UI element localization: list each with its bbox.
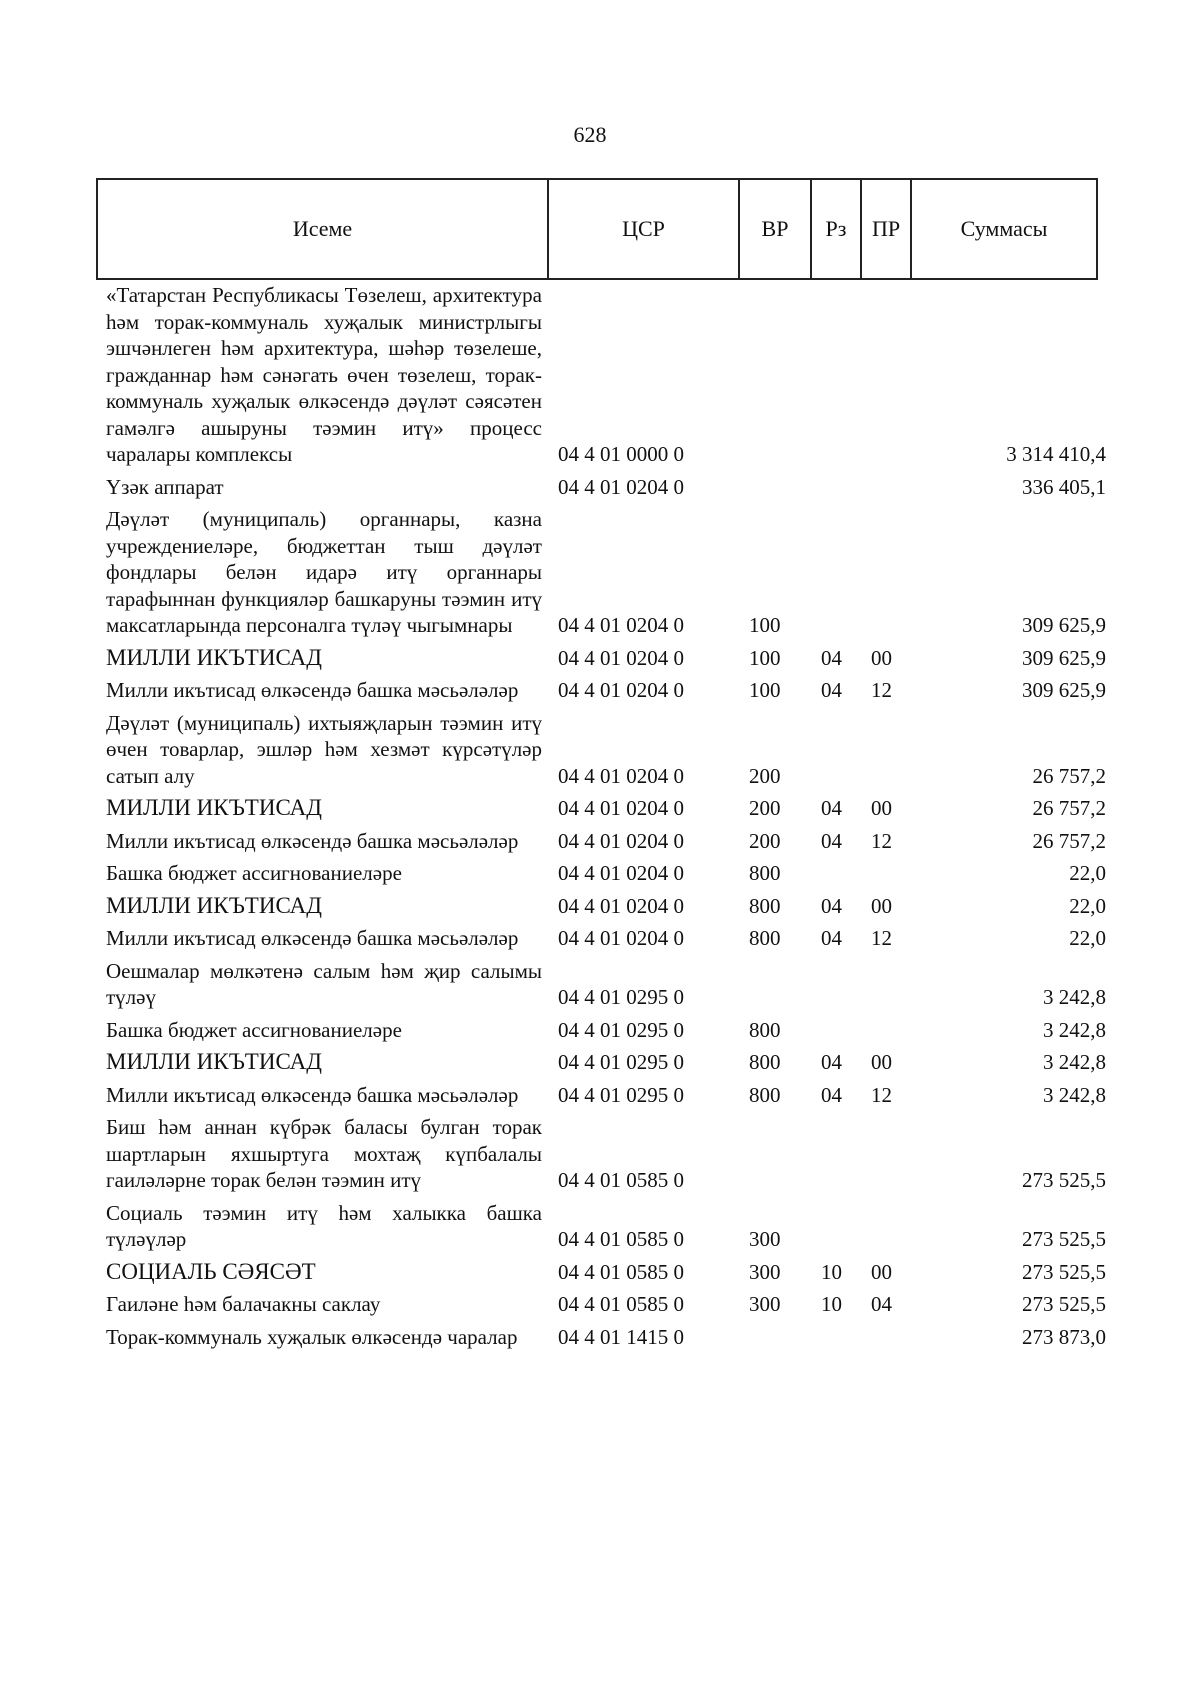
- row-name: Милли икътисад өлкәсендә башка мәсьәләләр: [106, 828, 519, 853]
- row-csr: 04 4 01 0204 0: [558, 926, 684, 950]
- row-name: Оешмалар мөлкәтенә салым һәм җир салымы түләү: [106, 958, 542, 1009]
- row-pr: 04: [871, 1292, 892, 1316]
- row-sum: 273 525,5: [1022, 1168, 1106, 1192]
- row-name: МИЛЛИ ИКЪТИСАД: [106, 1049, 322, 1074]
- table-row: [106, 828, 1106, 855]
- row-csr: 04 4 01 0204 0: [558, 763, 684, 788]
- row-sum: 22,0: [1069, 926, 1106, 950]
- header-csr: ЦСР: [548, 179, 739, 279]
- row-sum: 336 405,1: [1022, 474, 1106, 499]
- row-csr: 04 4 01 0204 0: [558, 893, 684, 918]
- header-sum: Суммасы: [911, 179, 1097, 279]
- row-pr: 00: [871, 645, 892, 670]
- row-name: Милли икътисад өлкәсендә башка мәсьәләләр: [106, 678, 519, 702]
- row-sum: 22,0: [1069, 861, 1106, 885]
- row-name: Гаиләне һәм балачакны саклау: [106, 1292, 381, 1316]
- table-body: [106, 282, 1106, 1356]
- table-row: [106, 710, 1106, 790]
- table-row: [106, 893, 1106, 920]
- row-csr: 04 4 01 0204 0: [558, 678, 684, 702]
- table-row: [106, 795, 1106, 822]
- row-sum: 3 242,8: [1043, 1082, 1106, 1107]
- row-csr: 04 4 01 0204 0: [558, 796, 684, 820]
- header-vr: ВР: [739, 179, 811, 279]
- row-name: МИЛЛИ ИКЪТИСАД: [106, 795, 322, 820]
- row-vr: 100: [749, 678, 781, 702]
- row-sum: 3 242,8: [1043, 1050, 1106, 1074]
- row-rz: 04: [821, 1082, 842, 1107]
- row-csr: 04 4 01 0204 0: [558, 861, 684, 885]
- row-vr: 100: [749, 645, 781, 670]
- table-row: [106, 1200, 1106, 1253]
- row-sum: 309 625,9: [1022, 645, 1106, 670]
- row-sum: 273 525,5: [1022, 1227, 1106, 1251]
- table-row: [106, 1324, 1106, 1351]
- table-row: [106, 860, 1106, 887]
- header-name: Исеме: [97, 179, 548, 279]
- table-row: [106, 645, 1106, 672]
- row-name: Социаль тәэмин итү һәм халыкка башка түләүләр: [106, 1200, 542, 1251]
- row-rz: 10: [821, 1292, 842, 1316]
- row-pr: 12: [871, 678, 892, 702]
- table-row: [106, 506, 1106, 639]
- row-csr: 04 4 01 0295 0: [558, 1082, 684, 1107]
- row-vr: 800: [749, 861, 781, 885]
- row-csr: 04 4 01 0295 0: [558, 985, 684, 1009]
- row-csr: 04 4 01 0204 0: [558, 474, 684, 499]
- table-row: [106, 1259, 1106, 1286]
- header-rz: Рз: [811, 179, 861, 279]
- row-name: МИЛЛИ ИКЪТИСАД: [106, 892, 322, 918]
- row-name: Милли икътисад өлкәсендә башка мәсьәләләр: [106, 1082, 519, 1107]
- header-pr: ПР: [861, 179, 911, 279]
- row-csr: 04 4 01 0000 0: [558, 442, 684, 466]
- row-sum: 3 242,8: [1043, 1017, 1106, 1042]
- row-vr: 200: [749, 763, 781, 788]
- row-csr: 04 4 01 0204 0: [558, 645, 684, 670]
- row-vr: 800: [749, 1017, 781, 1042]
- row-pr: 00: [871, 893, 892, 918]
- row-sum: 26 757,2: [1032, 763, 1106, 788]
- row-vr: 800: [749, 893, 781, 918]
- row-sum: 273 525,5: [1022, 1259, 1106, 1284]
- table-row: [106, 925, 1106, 952]
- row-name: Дәүләт (муниципаль) органнары, казна учреждениеләре, бюджеттан тыш дәүләт фондлары белән идарә итү органнары тарафыннан функцияләр башкаруны тәэмин итү максатларында персоналга түләү чыгымнары: [106, 507, 542, 637]
- row-csr: 04 4 01 0585 0: [558, 1227, 684, 1251]
- table-row: [106, 282, 1106, 468]
- table-row: [106, 1114, 1106, 1194]
- row-vr: 200: [749, 796, 781, 820]
- row-name: Дәүләт (муниципаль) ихтыяҗларын тәэмин итү өчен товарлар, эшләр һәм хезмәт күрсәтүләр сатып алу: [106, 710, 542, 788]
- row-vr: 200: [749, 828, 781, 853]
- row-csr: 04 4 01 0295 0: [558, 1050, 684, 1074]
- row-name: Милли икътисад өлкәсендә башка мәсьәләләр: [106, 926, 519, 950]
- row-name: Торак-коммуналь хуҗалык өлкәсендә чаралар: [106, 1324, 518, 1349]
- row-pr: 00: [871, 1050, 892, 1074]
- row-csr: 04 4 01 1415 0: [558, 1324, 684, 1349]
- row-rz: 04: [821, 678, 842, 702]
- row-rz: 04: [821, 1050, 842, 1074]
- row-csr: 04 4 01 0585 0: [558, 1292, 684, 1316]
- row-csr: 04 4 01 0204 0: [558, 828, 684, 853]
- page-number: 628: [573, 122, 607, 147]
- row-vr: 300: [749, 1227, 781, 1251]
- row-rz: 04: [821, 828, 842, 853]
- table-row: [106, 958, 1106, 1011]
- row-vr: 300: [749, 1259, 781, 1284]
- table-row: [106, 1082, 1106, 1109]
- row-sum: 26 757,2: [1032, 828, 1106, 853]
- row-sum: 309 625,9: [1022, 678, 1106, 702]
- row-name: Биш һәм аннан күбрәк баласы булган торак шартларын яхшыртуга мохтаҗ күпбалалы гаиләләрне торак белән тәэмин итү: [106, 1115, 542, 1192]
- table-row: [106, 1017, 1106, 1044]
- row-rz: 04: [821, 645, 842, 670]
- table-row: [106, 474, 1106, 501]
- row-csr: 04 4 01 0585 0: [558, 1259, 684, 1284]
- row-csr: 04 4 01 0585 0: [558, 1168, 684, 1192]
- row-sum: 26 757,2: [1032, 796, 1106, 820]
- row-vr: 800: [749, 926, 781, 950]
- row-csr: 04 4 01 0295 0: [558, 1017, 684, 1042]
- row-pr: 12: [871, 828, 892, 853]
- row-sum: 273 873,0: [1022, 1324, 1106, 1349]
- row-sum: 309 625,9: [1022, 613, 1106, 637]
- row-vr: 300: [749, 1292, 781, 1316]
- row-rz: 04: [821, 796, 842, 820]
- row-csr: 04 4 01 0204 0: [558, 613, 684, 637]
- row-vr: 800: [749, 1082, 781, 1107]
- row-rz: 04: [821, 893, 842, 918]
- row-rz: 10: [821, 1259, 842, 1284]
- table-header: [96, 178, 1098, 280]
- row-vr: 800: [749, 1050, 781, 1074]
- row-pr: 12: [871, 1082, 892, 1107]
- table-row: [106, 677, 1106, 704]
- row-sum: 22,0: [1069, 893, 1106, 918]
- row-rz: 04: [821, 926, 842, 950]
- table-row: [106, 1049, 1106, 1076]
- table-row: [106, 1291, 1106, 1318]
- row-name: Башка бюджет ассигнованиеләре: [106, 861, 402, 885]
- row-name: Башка бюджет ассигнованиеләре: [106, 1017, 402, 1042]
- row-pr: 00: [871, 796, 892, 820]
- row-sum: 3 314 410,4: [1006, 442, 1106, 466]
- row-name: МИЛЛИ ИКЪТИСАД: [106, 644, 322, 670]
- row-name: Үзәк аппарат: [106, 474, 224, 499]
- row-name: СОЦИАЛЬ СӘЯСӘТ: [106, 1258, 316, 1284]
- row-sum: 3 242,8: [1043, 985, 1106, 1009]
- row-pr: 12: [871, 926, 892, 950]
- row-vr: 100: [749, 613, 781, 637]
- row-sum: 273 525,5: [1022, 1292, 1106, 1316]
- row-name: «Татарстан Республикасы Төзелеш, архитектура һәм торак-коммуналь хуҗалык министрлыгы эшчәнлеген һәм архитектура, шәһәр төзелеше, гражданнар һәм сәнәгать өчен төзелеш, торак-коммуналь хуҗалык өлкәсендә дәүләт сәясәтен гамәлгә ашыруны тәэмин итү» процесс чаралары комплексы: [106, 283, 542, 466]
- row-pr: 00: [871, 1259, 892, 1284]
